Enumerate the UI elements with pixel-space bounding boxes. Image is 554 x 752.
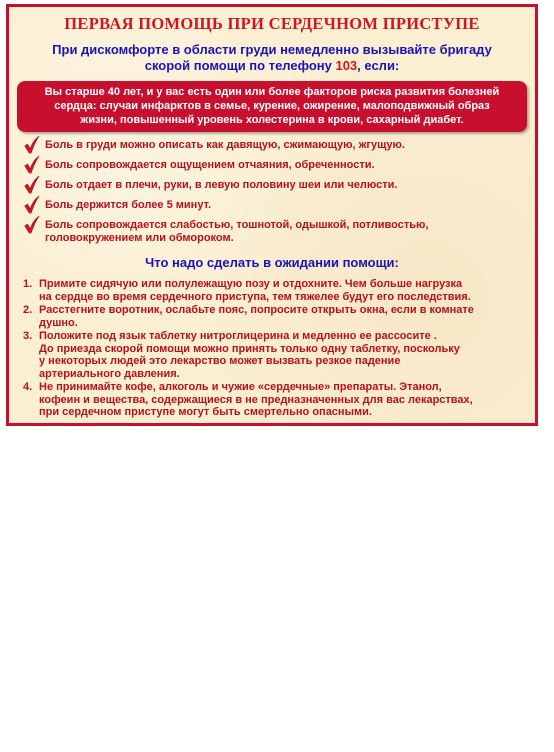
symptom-text: Боль держится более 5 минут. bbox=[45, 199, 212, 211]
step-number: 3. bbox=[23, 330, 33, 342]
risk-line-2: сердца: случаи инфарктов в семье, курение, ожирение, малоподвижный образ bbox=[54, 100, 490, 112]
symptom-text: Боль сопровождается слабостью, тошнотой, одышкой, потливостью, bbox=[45, 219, 429, 231]
action-step bbox=[17, 381, 527, 419]
symptom-item bbox=[21, 219, 527, 245]
step-text: на сердце во время сердечного приступа, тем тяжелее будут его последствия. bbox=[39, 290, 471, 303]
intro-text bbox=[27, 42, 517, 74]
action-step bbox=[17, 330, 527, 380]
intro-line-1: При дискомфорте в области груди немедленно вызывайте бригаду bbox=[52, 42, 492, 57]
red-checkmark-icon bbox=[23, 155, 41, 175]
emergency-phone-number: 103 bbox=[335, 58, 358, 73]
red-checkmark-icon bbox=[23, 135, 41, 155]
symptom-item bbox=[21, 199, 527, 212]
intro-line-2 bbox=[27, 58, 517, 74]
symptom-text: Боль в груди можно описать как давящую, сжимающую, жгущую. bbox=[45, 139, 405, 151]
step-number: 1. bbox=[23, 278, 33, 290]
poster-title: ПЕРВАЯ ПОМОЩЬ ПРИ СЕРДЕЧНОМ ПРИСТУПЕ bbox=[64, 14, 480, 33]
step-text: Положите под язык таблетку нитроглицерина и медленно ее рассосите . bbox=[39, 330, 437, 342]
risk-factors-box bbox=[17, 81, 527, 132]
step-text: До приезда скорой помощи можно принять только одну таблетку, поскольку bbox=[39, 342, 460, 355]
step-number: 4. bbox=[23, 381, 33, 393]
step-text: душно. bbox=[39, 316, 78, 329]
actions-heading: Что надо сделать в ожидании помощи: bbox=[145, 255, 399, 270]
symptom-item bbox=[21, 139, 527, 152]
step-text: артериального давления. bbox=[39, 367, 180, 380]
step-text: Расстегните воротник, ослабьте пояс, попросите открыть окна, если в комнате bbox=[39, 304, 474, 316]
step-number: 2. bbox=[23, 304, 33, 316]
risk-line-1: Вы старше 40 лет, и у вас есть один или более факторов риска развития болезней bbox=[44, 86, 500, 98]
step-text: у некоторых людей это лекарство может вызвать резкое падение bbox=[39, 355, 401, 367]
action-steps-list bbox=[17, 278, 527, 419]
symptom-item bbox=[21, 179, 527, 192]
step-text: Примите сидячую или полулежащую позу и отдохните. Чем больше нагрузка bbox=[39, 278, 463, 290]
symptom-text: Боль отдает в плечи, руки, в левую половину шеи или челюсти. bbox=[45, 179, 398, 191]
symptom-item bbox=[21, 159, 527, 172]
red-checkmark-icon bbox=[23, 175, 41, 195]
risk-line-3: жизни, повышенный уровень холестерина в крови, сахарный диабет. bbox=[80, 114, 464, 126]
action-step bbox=[17, 278, 527, 303]
first-aid-poster bbox=[6, 4, 538, 426]
step-text: при сердечном приступе могут быть смертельно опасными. bbox=[39, 406, 372, 418]
step-text: Не принимайте кофе, алкоголь и чужие «сердечные» препараты. Этанол, bbox=[39, 381, 442, 393]
intro-line-2-prefix: скорой помощи по телефону bbox=[144, 58, 336, 73]
symptom-text: Боль сопровождается ощущением отчаяния, обреченности. bbox=[45, 159, 375, 171]
symptom-list bbox=[9, 139, 535, 245]
step-text: кофеин и вещества, содержащиеся в не предназначенных для вас лекарствах, bbox=[39, 393, 473, 406]
action-step bbox=[17, 304, 527, 329]
red-checkmark-icon bbox=[23, 215, 41, 235]
symptom-text-continued: головокружением или обмороком. bbox=[45, 232, 234, 244]
red-checkmark-icon bbox=[23, 195, 41, 215]
intro-line-2-suffix: , если: bbox=[357, 58, 400, 73]
